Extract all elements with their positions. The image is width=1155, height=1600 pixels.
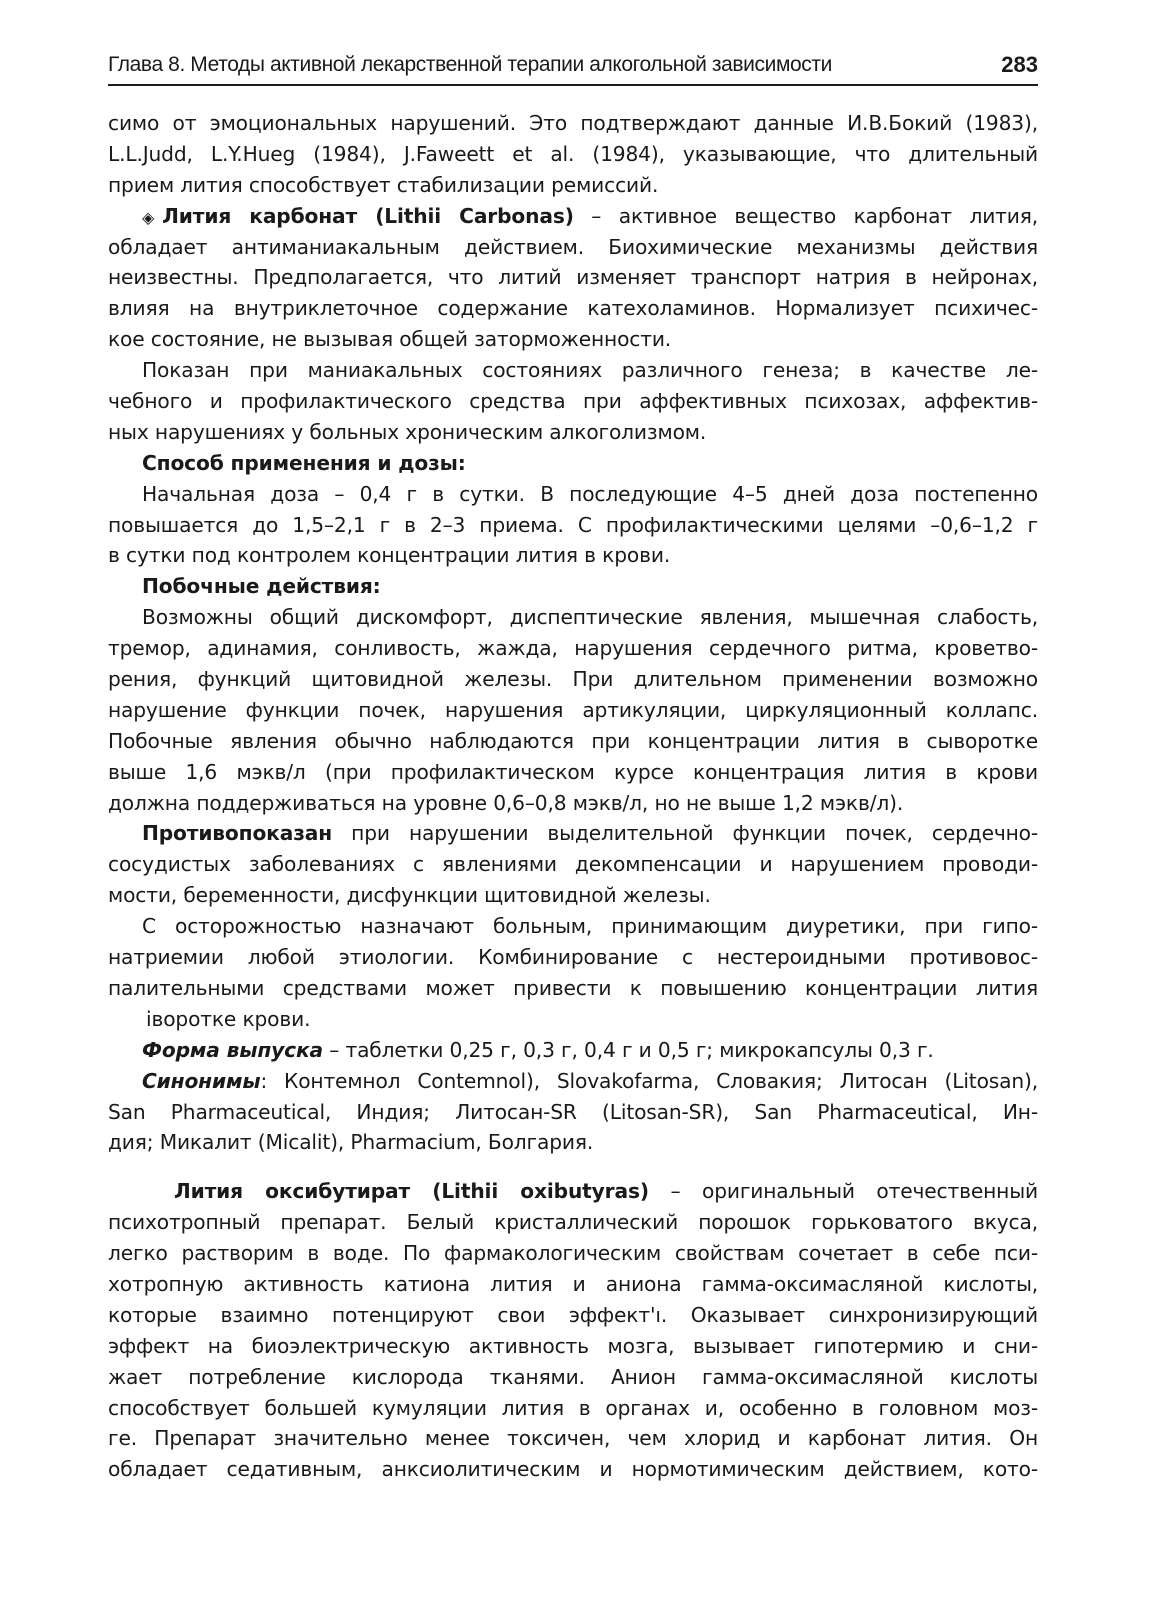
text-line: кое состояние, не вызывая общей заторможенности. [108,327,672,352]
text-line: натриемии любой этиологии. Комбинирование с нестероидными противовос- [108,945,1038,970]
drug-entry-heading: Лития оксибутират (Lithii oxibutyras) – оригинальный отечественный [174,1179,1038,1204]
drug-name: Лития карбонат (Lithii Carbonas) [162,203,574,228]
text-line: дия; Микалит (Micalit), Pharmacium, Болгария. [108,1130,594,1155]
diamond-bullet-icon: ◈ [142,207,155,227]
text-line: влияя на внутриклеточное содержание катехоламинов. Нормализует психичес- [108,296,1038,321]
text-line: ге. Препарат значительно менее токсичен, чем хлорид и карбонат лития. Он [108,1426,1038,1451]
text-line: эффект на биоэлектрическую активность мозга, вызывает гипотермию и сни- [108,1333,1038,1358]
drug-name: Лития оксибутират (Lithii oxibutyras) [174,1179,649,1204]
text-line: сосудистых заболеваниях с явлениями декомпенсации и нарушением проводи- [108,852,1038,877]
chapter-title: Глава 8. Методы активной лекарственной терапии алкогольной зависимости [108,53,832,76]
section-heading-side-effects: Побочные действия: [142,574,381,599]
text-line: Возможны общий дискомфорт, диспептические явления, мышечная слабость, [142,605,1038,630]
running-header [108,52,1038,86]
text-line: мости, беременности, дисфункции щитовидной железы. [108,883,711,908]
page-number: 283 [1001,52,1038,77]
text-line: обладает антиманиакальным действием. Биохимические механизмы действия [108,234,1038,259]
text-line: С осторожностью назначают больным, принимающим диуретики, при гипо- [142,914,1038,939]
text-line: способствует большей кумуляции лития в органах и, особенно в головном моз- [108,1395,1038,1420]
book-page [108,52,1038,1485]
text-line: прием лития способствует стабилизации ремиссий. [108,172,659,197]
text-line: хотропную активность катиона лития и аниона гамма-оксимасляной кислоты, [108,1271,1038,1296]
release-form-label: Форма выпуска [142,1037,323,1062]
contraindications-line: Противопоказан при нарушении выделительной функции почек, сердечно- [142,821,1038,846]
text-line: в сутки под контролем концентрации лития в крови. [108,543,671,568]
text-line: Показан при маниакальных состояниях различного генеза; в качестве ле- [142,358,1038,383]
text-line: жает потребление кислорода тканями. Анион гамма-оксимасляной кислоты [108,1364,1038,1389]
text-line: неизвестны. Предполагается, что литий изменяет транспорт натрия в нейронах, [108,265,1038,290]
text-line: повышается до 1,5–2,1 г в 2–3 приема. С профилактическими целями –0,6–1,2 г [108,512,1038,537]
synonyms-label: Синонимы [142,1068,261,1093]
text-line: нарушение функции почек, нарушения артикуляции, циркуляционный коллапс. [108,697,1038,722]
text-line: Начальная доза – 0,4 г в сутки. В последующие 4–5 дней доза постепенно [142,481,1038,506]
contraindications-label: Противопоказан [142,821,333,846]
text-line: симо от эмоциональных нарушений. Это подтверждают данные И.В.Бокий (1983), [108,111,1038,135]
release-form-line: Форма выпуска – таблетки 0,25 г, 0,3 г, 0,4 г и 0,5 г; микрокапсулы 0,3 г. [142,1037,934,1062]
text-line: легко растворим в воде. По фармакологическим свойствам сочетает в себе пси- [108,1241,1038,1266]
text-line: обладает седативным, анксиолитическим и нормотимическим действием, кото- [108,1457,1038,1482]
text-line: чебного и профилактического средства при аффективных психозах, аффектив- [108,389,1038,414]
text-line: выше 1,6 мэкв/л (при профилактическом курсе концентрация лития в крови [108,759,1038,784]
text-line: іворотке крови. [146,1006,311,1031]
text-line: которые взаимно потенцируют свои эффект'ı. Оказывает синхронизирующий [108,1302,1038,1327]
text-line: рения, функций щитовидной железы. При длительном применении возможно [108,667,1038,692]
paragraph-gap [108,1158,1038,1176]
text-line: палительными средствами может привести к повышению концентрации лития [108,975,1038,1000]
text-line: ных нарушениях у больных хроническим алкоголизмом. [108,419,707,444]
text-line: L.L.Judd, L.Y.Hueg (1984), J.Faweett et al. (1984), указывающие, что длительный [108,141,1038,166]
text-line: San Pharmaceutical, Индия; Литосан-SR (Litosan-SR), San Pharmaceutical, Ин- [108,1099,1038,1124]
text-line: тремор, адинамия, сонливость, жажда, нарушения сердечного ритма, кроветво- [108,636,1038,661]
body-text [108,108,1038,1485]
text-line: Побочные явления обычно наблюдаются при концентрации лития в сыворотке [108,728,1038,753]
drug-entry-heading: ◈ Лития карбонат (Lithii Carbonas) – активное вещество карбонат лития, [142,203,1039,228]
text-line: должна поддерживаться на уровне 0,6–0,8 мэкв/л, но не выше 1,2 мэкв/л). [108,790,904,815]
synonyms-line: Синонимы: Контемнол Contemnol), Slovakofarma, Словакия; Литосан (Litosan), [142,1068,1038,1093]
section-heading-dosage: Способ применения и дозы: [142,450,466,475]
text-line: психотропный препарат. Белый кристаллический порошок горьковатого вкуса, [108,1210,1038,1235]
